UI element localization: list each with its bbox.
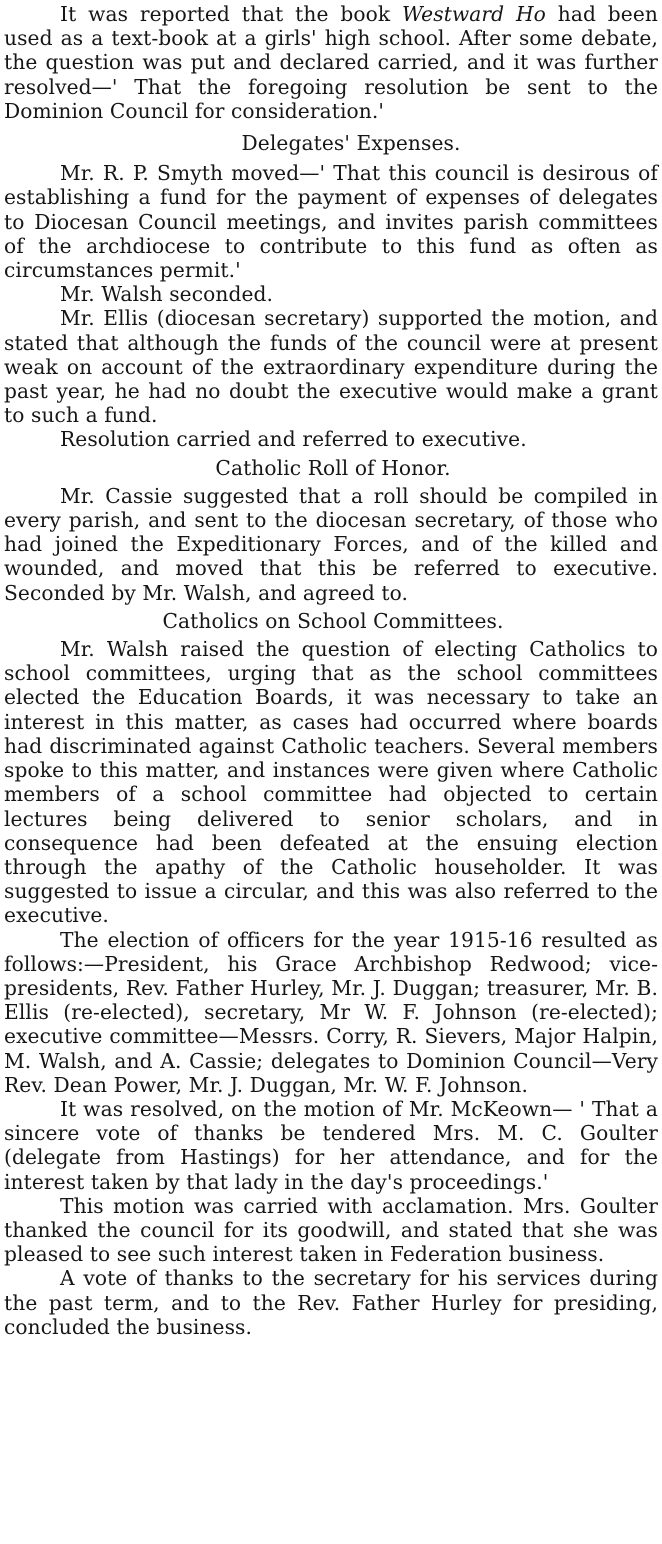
heading-delegates-expenses: Delegates' Expenses. [241, 131, 461, 156]
paragraph-resolution-carried: Resolution carried and referred to executive. [60, 427, 527, 452]
paragraph-text: had been used as a text-book at a girls' high school. After some debate, the question was put and declared carried, and it was further resolved—' That the foregoing resolution be sent to the Dominion Council for consideration.' [4, 2, 659, 123]
paragraph-westward-ho [4, 2, 658, 123]
paragraph-election-officers: The election of officers for the year 1915-16 resulted as follows:—President, his Grace Archbishop Redwood; vice-presidents, Rev. Father Hurley, Mr. J. Duggan; treasurer, Mr. B. Ellis (re-elected), secretary, Mr W. F. Johnson (re-elected); executive committee—Messrs. Corry, R. Sievers, Major Halpin, M. Walsh, and A. Cassie; delegates to Dominion Council—Very Rev. Dean Power, Mr. J. Duggan, Mr. W. F. Johnson. [4, 927, 658, 1097]
paragraph-closing-thanks: A vote of thanks to the secretary for his services during the past term, and to the Rev. Father Hurley for presiding, concluded the business. [4, 1266, 658, 1339]
paragraph-text: It was reported that the book [60, 2, 402, 26]
article-column [4, 2, 658, 1339]
paragraph-walsh-committees: Mr. Walsh raised the question of electing Catholics to school committees, urging that as the school committees elected the Education Boards, it was necessary to take an interest in this matter, as cases had occurred where boards had discriminated against Catholic teachers. Several members spoke to this matter, and instances were given where Catholic members of a school committee had objected to certain lectures being delivered to senior scholars, and in consequence had been defeated at the ensuing election through the apathy of the Catholic householder. It was suggested to issue a circular, and this was also referred to the executive. [4, 637, 658, 928]
paragraph-walsh-seconded: Mr. Walsh seconded. [60, 282, 274, 307]
paragraph-ellis-support: Mr. Ellis (diocesan secretary) supported the motion, and stated that although the funds of the council were at present weak on account of the extraordinary expenditure during the past year, he had no doubt the executive would make a grant to such a fund. [4, 306, 658, 428]
book-title: Westward Ho [401, 2, 546, 26]
paragraph-acclamation: This motion was carried with acclamation. Mrs. Goulter thanked the council for its goodwill, and stated that she was pleased to see such interest taken in Federation business. [4, 1193, 658, 1267]
paragraph-smyth-motion: Mr. R. P. Smyth moved—' That this council is desirous of establishing a fund for the payment of expenses of delegates to Diocesan Council meetings, and invites parish committees of the archdiocese to contribute to this fund as often as circumstances permit.' [4, 161, 658, 283]
heading-school-committees: Catholics on School Committees. [162, 608, 504, 633]
heading-roll-of-honor: Catholic Roll of Honor. [215, 455, 451, 480]
paragraph-cassie-roll: Mr. Cassie suggested that a roll should be compiled in every parish, and sent to the diocesan secretary, of those who had joined the Expeditionary Forces, and of the killed and wounded, and moved that this be referred to executive. Seconded by Mr. Walsh, and agreed to. [4, 483, 658, 605]
paragraph-vote-of-thanks-goulter: It was resolved, on the motion of Mr. McKeown— ' That a sincere vote of thanks be tendered Mrs. M. C. Goulter (delegate from Hastings) for her attendance, and for the interest taken by that lady in the day's proceedings.' [4, 1096, 658, 1194]
